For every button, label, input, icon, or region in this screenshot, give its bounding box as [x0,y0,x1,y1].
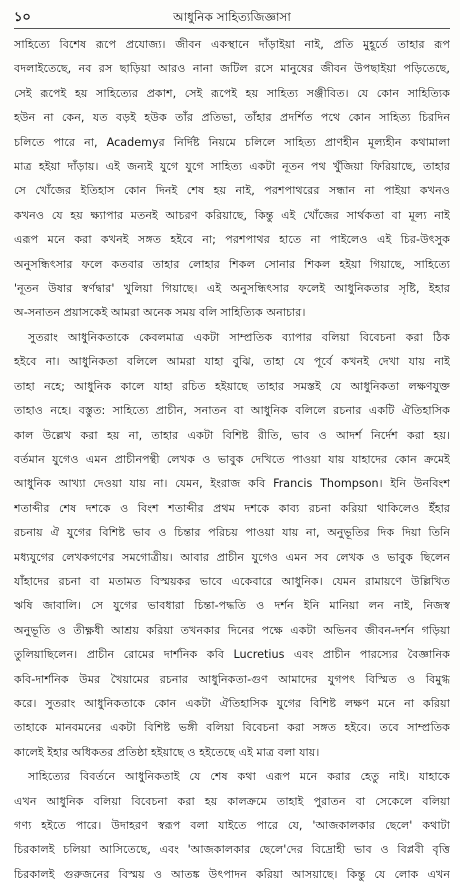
body-text [14,33,450,887]
text-line: শতাব্দীর শেষ দশকে ও বিংশ শতাব্দীর প্রথম দশকে কাব্য রচনা করিয়া থাকিলেও ইঁহার [14,501,450,515]
text-line: সাহিত্যে বিশেষ রূপে প্রযোজ্য। জীবন একস্থানে দাঁড়াইয়া নাই, প্রতি মুহূর্তে তাহার রূপ [14,38,450,51]
text-line: অনুভূতি ও তীক্ষ্ণধী আশ্রয় করিয়া তখনকার দিনের পক্ষে একটা অভিনব জীবন-দর্শন গড়িয়া [14,623,450,637]
text-line: সেই রূপেই হয় সাহিত্যের প্রকাশ, সেই রূপেই হয় সাহিত্য সঞ্জীবিত। যে কোন সাহিত্যিক [14,86,450,100]
text-line: কখনও যে হয় ক্ষ্যাপার মতনই আচরণ করিয়াছে, কিন্তু এই খোঁজের সার্থকতা বা মূল্য নাই [14,208,450,222]
text-line: তাহাকে মানবমনের একটা বিশিষ্ট ভঙ্গী বলিয়া বিবেচনা করা সঙ্গত হইবে। তবে সাম্প্রতিক [14,721,450,735]
text-line: তাহা নহে; আধুনিক কালে যাহা রচিত হইয়াছে তাহার সমস্তই যে আধুনিকতা লক্ষণযুক্ত [14,379,450,393]
text-line: হইবে না। আধুনিকতা বলিলে আমরা যাহা বুঝি, তাহা যে পূর্বে কখনই দেখা যায় নাই [14,355,450,369]
text-line: চিরকালই চলিয়া আসিতেছে, এবং 'আজকালকার ছেলে'দের বিদ্রোহী ভাব ও বিপ্লবী বৃত্তি [14,843,450,857]
text-line: ঋষি জাবালি। সে যুগের ভাবধারা চিন্তা-পদ্ধতি ও দর্শন ইনি মানিয়া লন নাই, নিজস্ব [14,599,450,613]
text-line: কাল উল্লেখ করা হয় না, তাহার একটা বিশিষ্ট রীতি, ভাব ও আদর্শ নির্দেশ করা হয়। [14,428,450,442]
text-line: বর্তমান যুগেও এমন প্রাচীনপন্থী লেখক ও ভাবুক দেখিতে পাওয়া যায় যাহাদের কোন ক্রমেই [14,452,450,466]
text-line: 'নূতন উষার স্বর্ণদ্বার' খুলিয়া গিয়াছে। এই অনুসন্ধিৎসার ফলেই আধুনিকতার সৃষ্টি, ইহার [14,282,450,296]
text-line: সুতরাং আধুনিকতাকে কেবলমাত্র একটা সাম্প্রতিক ব্যাপার বলিয়া বিবেচনা করা ঠিক [28,330,450,344]
text-line: আধুনিক আখ্যা দেওয়া যায় না। যেমন, ইংরাজ কবি Francis Thompson। ইনি উনবিংশ [14,477,450,491]
text-line: মধ্যযুগের লেখকগণের সমগোত্রীয়। আবার প্রাচীন যুগেও এমন সব লেখক ও ভাবুক ছিলেন [14,550,450,564]
page-header [14,6,450,29]
text-line: তাহাও নহে। বস্তুত: সাহিত্যে প্রাচীন, সনাতন বা আধুনিক বলিলে রচনার একটি ঐতিহাসিক [14,404,450,418]
text-line: অনুসন্ধিৎসার ফলে কতবার তাহার লোহার শিকল সোনার শিকল হইয়া গিয়াছে, সাহিত্যে [14,257,450,271]
text-line: চিরকালই গুরুজনের বিস্ময় ও আতঙ্ক উৎপাদন করিয়া আসয়াছে। কিন্তু যে লোক এখন [14,867,450,881]
text-line: গণ্য হইতে পারে। উদাহরণ স্বরূপ বলা যাইতে পারে যে, 'আজকালকার ছেলে' কথাটা [14,819,450,832]
text-line: বদলাইতেছে, নব রস ছাড়িয়া আরও নানা জটিল রসে মানুষের জীবন উপছাইয়া পড়িতেছে, [14,62,450,76]
text-line: সে খোঁজের ইতিহাস কোন দিনই শেষ হয় নাই, পরশপাথরের সন্ধান না পাইয়া কখনও [14,184,450,198]
text-line: অ-সনাতন প্রয়াসকেই আমরা অনেক সময় বলি সাহিত্যিক অনাচার। [14,306,306,320]
text-line: এরূপ মনে করা কখনই সঙ্গত হইবে না; পরশপাথর হাতে না পাইলেও এই চির-উৎসুক [14,233,450,247]
text-line: কবি-দার্শনিক উমর খৈয়ামের রচনার আধুনিকতা-গুণ আমাদের যুগপৎ বিস্মিত ও বিমুগ্ধ [14,672,450,686]
text-line: তুলিয়াছিলেন। প্রাচীন রোমের দার্শনিক কবি Lucretius এবং প্রাচীন পারস্যের বৈজ্ঞানিক [14,648,450,662]
text-line: রচনায় ঐ যুগের বিশিষ্ট ভাব ও চিন্তার পরিচয় পাওয়া যায় না, অনুভূতির দিক দিয়া তিনি [14,526,450,540]
page-number: ১০ [14,10,31,25]
text-line: যাঁহাদের রচনা বা মতামত বিস্ময়কর ভাবে একেবারে আধুনিক। যেমন রামায়ণে উল্লিখিত [14,574,450,588]
text-line: কালেই ইহার অধিকতর প্রতিষ্ঠা হইয়াছে ও হইতেছে এই মাত্র বলা যায়। [14,745,320,759]
running-head: আধুনিক সাহিত্যজিজ্ঞাসা [173,10,291,24]
text-line: এখন আধুনিক বলিয়া বিবেচনা করা হয় কালক্রমে তাহাই পুরাতন বা সেকেলে বলিয়া [14,794,450,808]
text-line: মাত্র হইয়া দাঁড়ায়। এই জন্যই যুগে যুগে সাহিত্য একটা নূতন পথ খুঁজিয়া ফিরিয়াছে, তাহার [14,160,450,174]
text-line: সাহিত্যের বিবর্তনে আধুনিকতাই যে শেষ কথা এরূপ মনে করার হেতু নাই। যাহাকে [28,770,450,784]
text-line: চলিতে পারে না, Academyর নির্দিষ্ট নিয়মে চলিলে সাহিত্য প্রাণহীন মূল্যহীন কথামালা [14,135,450,149]
text-line: হউন না কেন, যত বড়ই হউক তাঁর প্রতিভা, তাঁহার প্রদর্শিত পথে কোন সাহিত্য চিরদিন [14,111,450,125]
text-line: করে। সুতরাং আধুনিকতাকে কোন একটা ঐতিহাসিক যুগের বিশিষ্ট লক্ষণ মনে না করিয়া [14,696,450,710]
